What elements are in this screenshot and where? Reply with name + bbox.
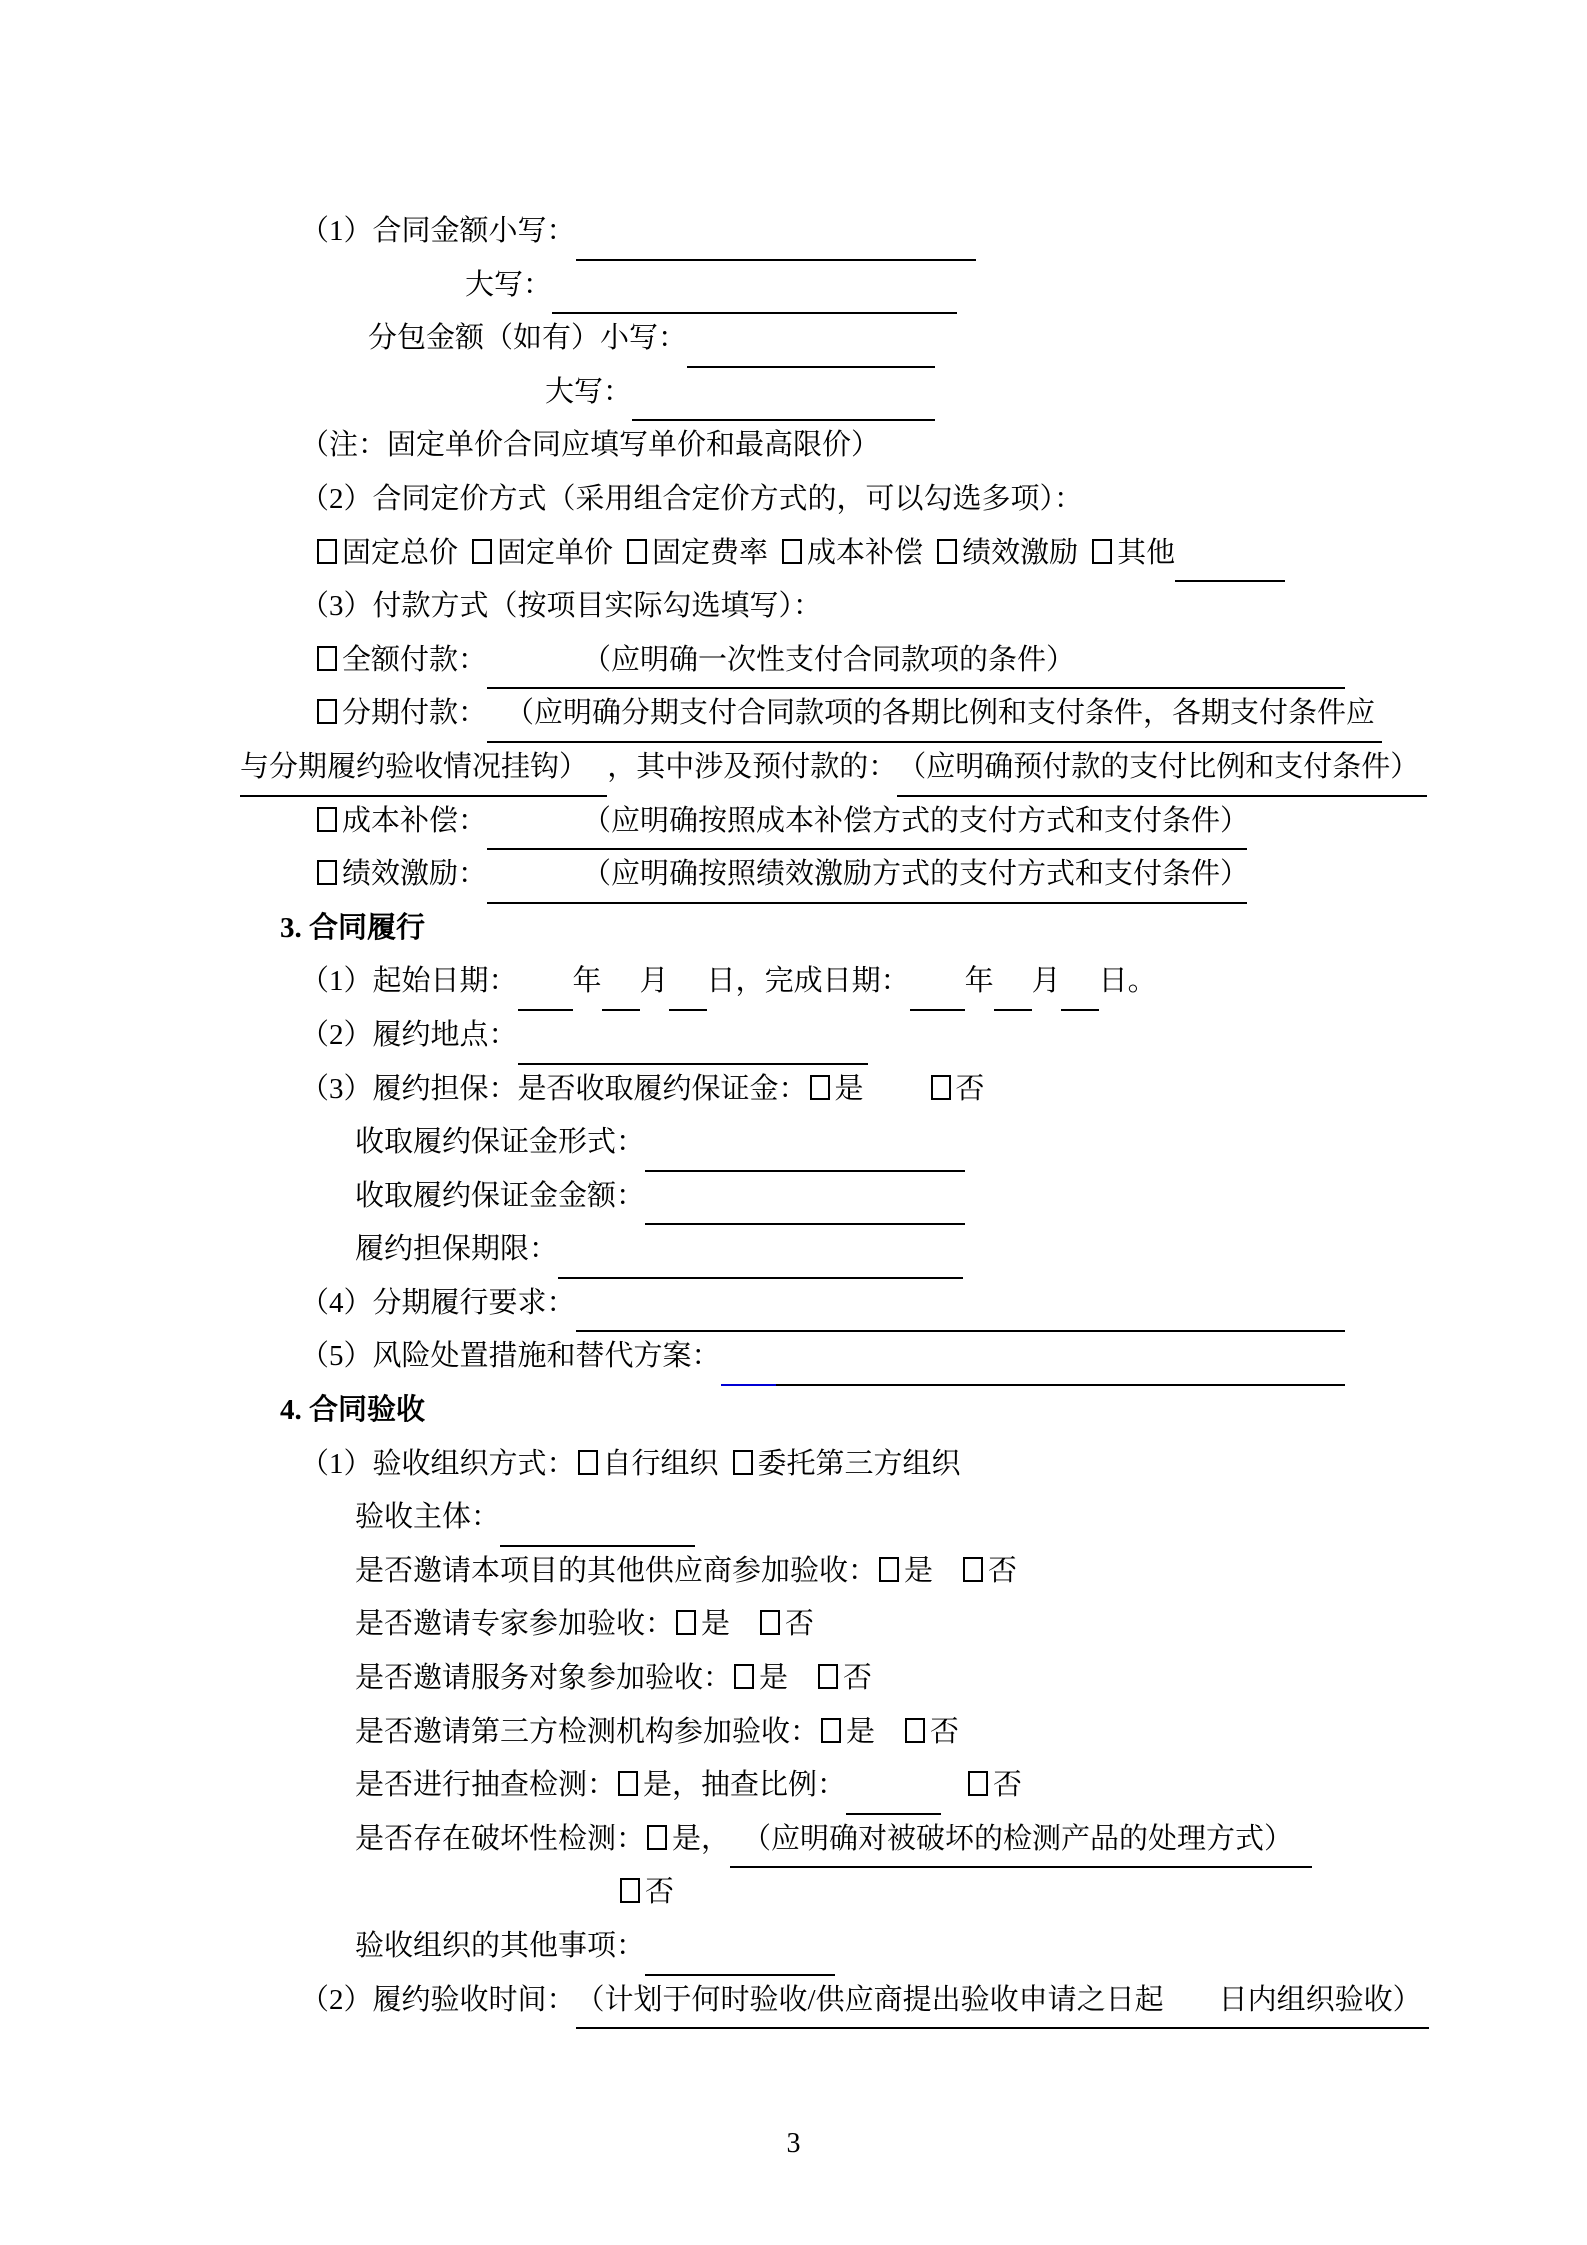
checkbox-yes-icon[interactable]	[734, 1664, 754, 1689]
yes-label: 是	[834, 1072, 864, 1105]
yes-label: 是	[701, 1608, 731, 1641]
checkbox-cost-comp-icon[interactable]	[782, 539, 802, 564]
destructive-yes-label: 是，	[672, 1822, 731, 1855]
guarantee-form-blank[interactable]	[645, 1116, 965, 1172]
subcontract-small-blank[interactable]	[687, 312, 935, 368]
heading-text: 4. 合同验收	[280, 1394, 426, 1427]
sampling-label: 是否进行抽查检测：	[355, 1769, 617, 1802]
acceptance-time-label: （2）履约验收时间：	[300, 1983, 576, 2016]
hint-text: （应明确预付款的支付比例和支付条件）	[897, 750, 1420, 783]
cost-comp-label: 成本补偿：	[342, 804, 488, 837]
line-destructive-no	[618, 1866, 1345, 1920]
line-subcontract-amount-big	[545, 366, 1345, 420]
page-number: 3	[786, 2128, 801, 2159]
checkbox-installment-icon[interactable]	[317, 699, 337, 724]
line-acceptance-subject	[355, 1491, 1345, 1545]
checkbox-no-icon[interactable]	[968, 1771, 988, 1796]
start-day-blank[interactable]	[669, 955, 707, 1011]
hint-text: 日内组织验收）	[1218, 1983, 1422, 2016]
guarantee-label: （3）履约担保：是否收取履约保证金：	[300, 1072, 808, 1105]
checkbox-perf-incentive-icon[interactable]	[937, 539, 957, 564]
cost-comp-blank[interactable]	[487, 795, 1250, 851]
section-heading-acceptance	[280, 1384, 1345, 1438]
line-staged-performance	[300, 1277, 1345, 1331]
start-month-blank[interactable]	[602, 955, 640, 1011]
line-installment-continued	[240, 741, 1420, 795]
option-cost-comp: 成本补偿	[807, 536, 924, 569]
checkbox-no-icon[interactable]	[760, 1610, 780, 1635]
note-text: （注：固定单价合同应填写单价和最高限价）	[300, 429, 881, 462]
perf-incentive-label: 绩效激励：	[342, 858, 488, 891]
line-acceptance-org	[300, 1438, 1345, 1492]
acceptance-other-blank[interactable]	[645, 1920, 835, 1976]
installment-mid-text: ，其中涉及预付款的：	[607, 750, 898, 783]
acceptance-other-label: 验收组织的其他事项：	[355, 1930, 646, 1962]
hint-text: （应明确按照绩效激励方式的支付方式和支付条件）	[582, 858, 1250, 891]
invite-third-label: 是否邀请第三方检测机构参加验收：	[355, 1715, 820, 1748]
installment-blank[interactable]	[487, 687, 1382, 743]
line-note	[300, 419, 1345, 473]
subcontract-small-label: 分包金额（如有）小写：	[368, 322, 688, 355]
checkbox-fixed-rate-icon[interactable]	[627, 539, 647, 564]
location-blank[interactable]	[518, 1009, 868, 1065]
line-sampling-test	[355, 1759, 1345, 1813]
location-label: （2）履约地点：	[300, 1018, 518, 1051]
option-perf-incentive: 绩效激励	[962, 536, 1079, 569]
line-contract-amount-small	[300, 205, 1345, 259]
acceptance-time-blank[interactable]	[576, 1974, 1429, 2030]
line-subcontract-amount-small	[368, 312, 1345, 366]
checkbox-performance-incentive-icon[interactable]	[317, 860, 337, 885]
line-guarantee-term	[355, 1223, 1345, 1277]
no-label: 否	[988, 1554, 1018, 1587]
line-cost-compensation	[315, 795, 1345, 849]
checkbox-third-party-org-icon[interactable]	[733, 1450, 753, 1475]
line-location	[300, 1009, 1345, 1063]
line-payment-title	[300, 580, 1345, 634]
guarantee-amount-label: 收取履约保证金金额：	[355, 1179, 646, 1212]
other-pricing-blank[interactable]	[1175, 527, 1285, 583]
checkbox-no-icon[interactable]	[931, 1075, 951, 1100]
checkbox-yes-icon[interactable]	[618, 1771, 638, 1796]
option-fixed-rate: 固定费率	[652, 536, 769, 569]
line-pricing-options	[315, 527, 1345, 581]
line-installment-payment	[315, 687, 1376, 741]
line-dates	[300, 955, 1345, 1009]
unit-month2: 月	[1031, 965, 1061, 998]
contract-amount-small-label: （1）合同金额小写：	[300, 215, 576, 247]
installment-label: 分期付款：	[342, 697, 488, 730]
unit-year2: 年	[964, 965, 994, 998]
sampling-yes-label: 是，	[643, 1769, 702, 1802]
contract-amount-big-blank[interactable]	[552, 259, 957, 315]
full-payment-label-wrap	[315, 634, 487, 688]
checkbox-yes-icon[interactable]	[647, 1825, 667, 1850]
unit-month: 月	[639, 965, 669, 998]
yes-label: 是	[759, 1662, 789, 1695]
no-label: 否	[930, 1715, 960, 1748]
acceptance-subject-label: 验收主体：	[355, 1501, 501, 1534]
full-payment-label: 全额付款：	[342, 643, 488, 676]
prepay-blank[interactable]	[897, 741, 1426, 797]
unit-day: 日，	[706, 965, 765, 998]
no-label: 否	[955, 1072, 985, 1105]
line-invite-supplier	[355, 1545, 1345, 1599]
perf-incentive-blank[interactable]	[487, 848, 1250, 904]
guarantee-amount-blank[interactable]	[645, 1170, 965, 1226]
risk-blank-accent[interactable]	[721, 1330, 776, 1386]
org-opt-self: 自行组织	[602, 1447, 719, 1480]
subcontract-big-blank[interactable]	[632, 366, 935, 422]
guarantee-term-label: 履约担保期限：	[355, 1233, 559, 1266]
checkbox-full-payment-icon[interactable]	[317, 646, 337, 671]
acceptance-subject-blank[interactable]	[500, 1491, 695, 1547]
checkbox-yes-icon[interactable]	[676, 1610, 696, 1635]
checkbox-no-icon[interactable]	[963, 1557, 983, 1582]
start-date-label: （1）起始日期：	[300, 965, 518, 998]
option-fixed-unit: 固定单价	[497, 536, 614, 569]
hint-text: （应明确分期支付合同款项的各期比例和支付条件，各期支付条件应	[505, 697, 1376, 730]
hint-text: （计划于何时验收/供应商提出验收申请之日起	[575, 1983, 1164, 2016]
line-full-payment	[315, 634, 1345, 688]
staged-label: （4）分期履行要求：	[300, 1286, 576, 1319]
pricing-title: （2）合同定价方式（采用组合定价方式的，可以勾选多项）：	[300, 482, 1084, 515]
finish-date-label: 完成日期：	[764, 965, 910, 998]
contract-amount-small-blank[interactable]	[576, 205, 976, 261]
line-invite-service	[355, 1652, 1345, 1706]
ratio-blank[interactable]	[846, 1759, 941, 1815]
unit-day2: 日。	[1098, 965, 1157, 998]
line-contract-amount-big	[465, 259, 1345, 313]
heading-text: 3. 合同履行	[280, 911, 426, 944]
yes-label: 是	[904, 1554, 934, 1587]
option-fixed-total: 固定总价	[342, 536, 459, 569]
checkbox-fixed-total-icon[interactable]	[317, 539, 337, 564]
installment-cont-underline[interactable]	[240, 741, 607, 797]
checkbox-no-icon[interactable]	[905, 1718, 925, 1743]
line-destructive-test	[355, 1813, 1345, 1867]
yes-label: 是	[846, 1715, 876, 1748]
line-pricing-title	[300, 473, 1345, 527]
risk-blank[interactable]	[776, 1330, 1345, 1386]
unit-year: 年	[572, 965, 602, 998]
contract-amount-big-label: 大写：	[465, 268, 553, 301]
checkbox-cost-compensation-icon[interactable]	[317, 807, 337, 832]
checkbox-fixed-unit-icon[interactable]	[472, 539, 492, 564]
installment-label-wrap	[315, 687, 487, 741]
hint-text: （应明确对被破坏的检测产品的处理方式）	[742, 1822, 1294, 1855]
checkbox-yes-icon[interactable]	[821, 1718, 841, 1743]
subcontract-big-label: 大写：	[545, 375, 633, 408]
destructive-hint-blank[interactable]	[730, 1813, 1312, 1869]
invite-supplier-label: 是否邀请本项目的其他供应商参加验收：	[355, 1554, 878, 1587]
line-acceptance-other	[355, 1920, 1345, 1974]
checkbox-yes-icon[interactable]	[879, 1557, 899, 1582]
start-year-blank[interactable]	[518, 955, 573, 1011]
ratio-label: 抽查比例：	[701, 1769, 847, 1802]
no-label: 否	[993, 1769, 1023, 1802]
line-guarantee	[300, 1063, 1345, 1117]
checkbox-no-icon[interactable]	[818, 1664, 838, 1689]
finish-month-blank[interactable]	[994, 955, 1032, 1011]
staged-blank[interactable]	[576, 1277, 1345, 1333]
option-other: 其他	[1117, 536, 1176, 569]
destructive-label: 是否存在破坏性检测：	[355, 1822, 646, 1855]
line-guarantee-amount	[355, 1170, 1345, 1224]
line-invite-expert	[355, 1598, 1345, 1652]
no-label: 否	[843, 1662, 873, 1695]
checkbox-other-icon[interactable]	[1092, 539, 1112, 564]
section-heading-performance	[280, 902, 1345, 956]
org-opt-third: 委托第三方组织	[757, 1447, 961, 1480]
payment-title: （3）付款方式（按项目实际勾选填写）：	[300, 590, 823, 623]
no-label: 否	[645, 1876, 675, 1909]
guarantee-term-blank[interactable]	[558, 1223, 963, 1279]
hint-text: 与分期履约验收情况挂钩）	[240, 750, 589, 783]
invite-service-label: 是否邀请服务对象参加验收：	[355, 1662, 733, 1695]
line-invite-third-party	[355, 1706, 1345, 1760]
hint-text: （应明确按照成本补偿方式的支付方式和支付条件）	[582, 804, 1250, 837]
full-payment-blank[interactable]	[487, 634, 1345, 690]
guarantee-form-label: 收取履约保证金形式：	[355, 1126, 646, 1159]
acceptance-org-label: （1）验收组织方式：	[300, 1447, 576, 1480]
line-performance-incentive	[315, 848, 1345, 902]
line-acceptance-time	[300, 1974, 1422, 2028]
finish-day-blank[interactable]	[1061, 955, 1099, 1011]
invite-expert-label: 是否邀请专家参加验收：	[355, 1608, 675, 1641]
finish-year-blank[interactable]	[910, 955, 965, 1011]
risk-label: （5）风险处置措施和替代方案：	[300, 1340, 721, 1373]
checkbox-self-org-icon[interactable]	[578, 1450, 598, 1475]
line-guarantee-form	[355, 1116, 1345, 1170]
line-risk-plan	[300, 1330, 1345, 1384]
no-label: 否	[785, 1608, 815, 1641]
checkbox-no-icon[interactable]	[620, 1878, 640, 1903]
hint-text: （应明确一次性支付合同款项的条件）	[582, 643, 1076, 676]
checkbox-yes-icon[interactable]	[810, 1075, 830, 1100]
